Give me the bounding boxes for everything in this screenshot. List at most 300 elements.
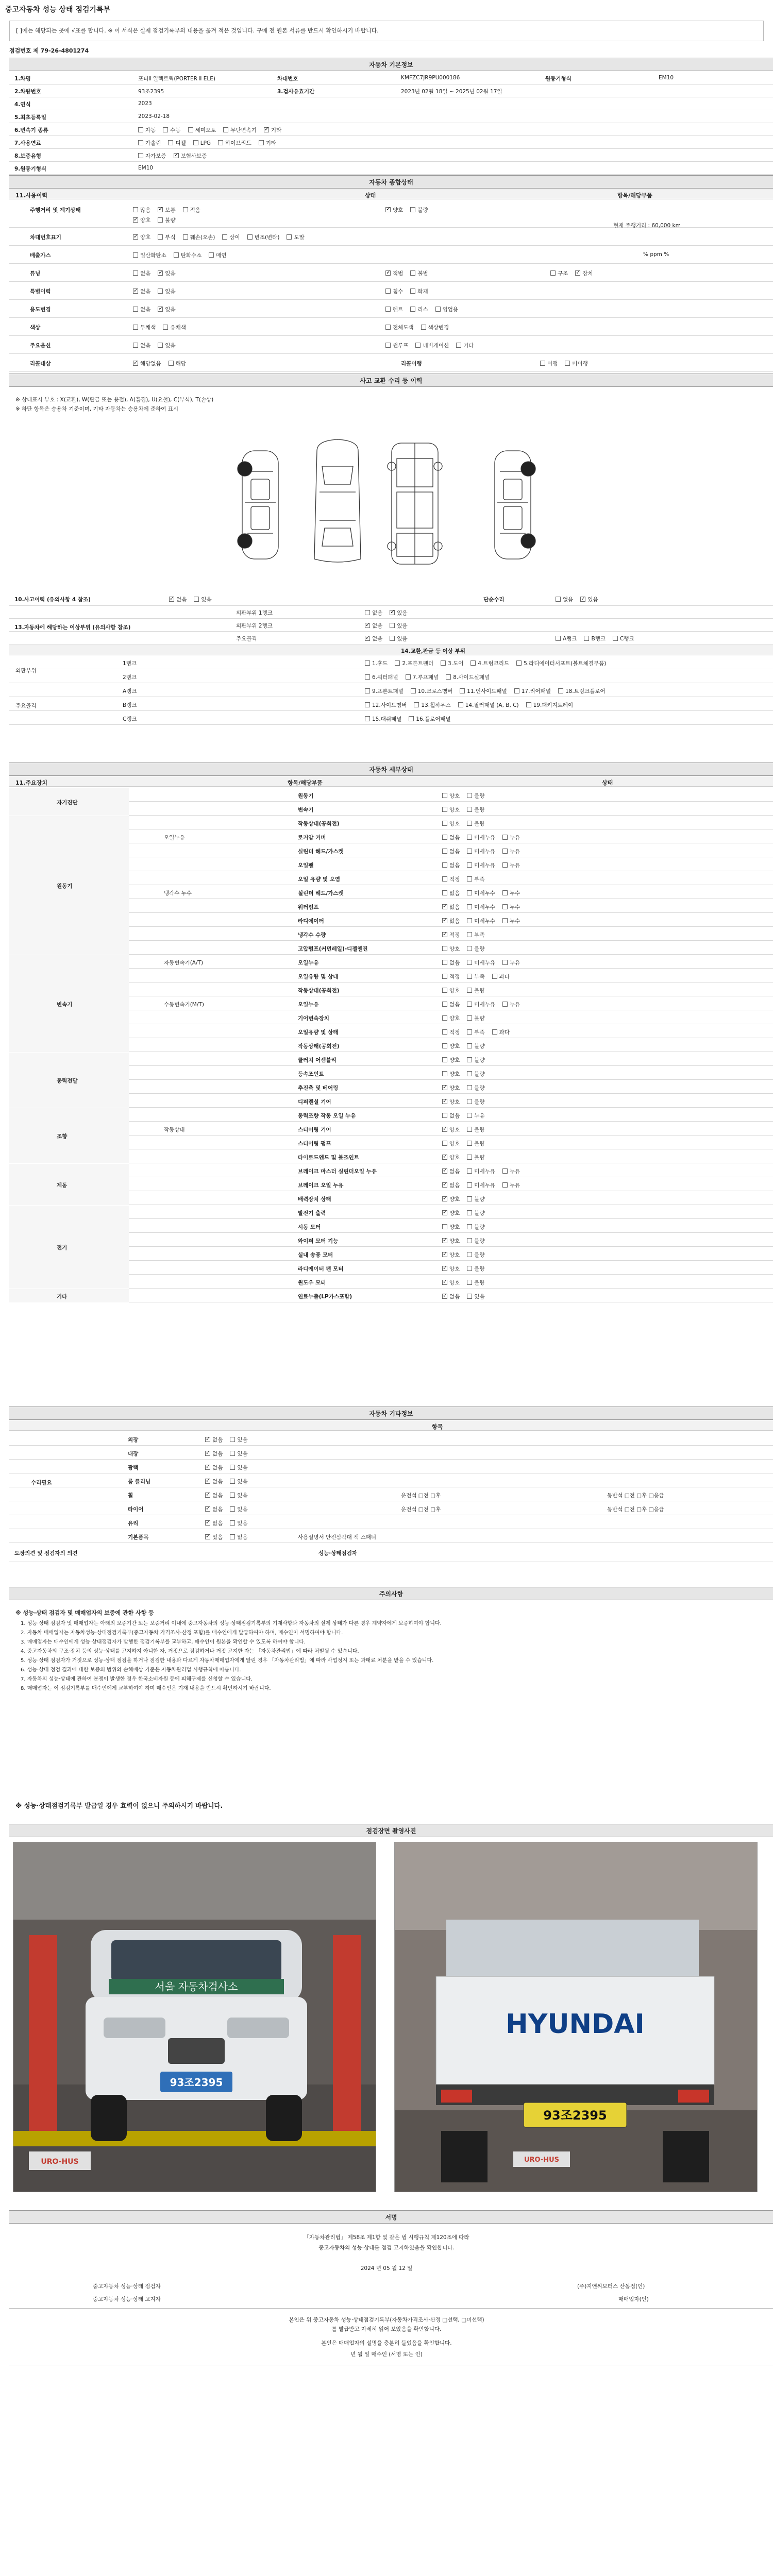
detail-opts-option[interactable] [442,1098,460,1106]
part-option[interactable] [395,659,433,667]
detail-opts-option[interactable] [467,1070,484,1078]
detail-opts-option[interactable] [442,792,460,800]
checkbox[interactable] [205,1437,210,1442]
part-option[interactable] [409,715,450,723]
checkbox[interactable] [442,1210,447,1215]
detail-opts-option[interactable] [467,1042,484,1050]
general-opts-option[interactable] [183,206,200,214]
checkbox[interactable] [230,1465,235,1470]
detail-opts-option[interactable] [467,945,484,953]
part-option[interactable] [458,701,519,709]
checkbox[interactable] [385,270,391,276]
checkbox[interactable] [158,343,163,348]
basic-options-option[interactable] [188,126,216,134]
checkbox[interactable] [467,1015,472,1021]
checkbox[interactable] [410,307,415,312]
detail-opts-option[interactable] [442,1237,460,1245]
part-option[interactable] [414,701,450,709]
detail-opts-option[interactable] [442,1014,460,1022]
detail-opts-option[interactable] [442,1265,460,1273]
checkbox[interactable] [390,636,395,641]
detail-opts-option[interactable] [442,834,460,841]
basic-options-option[interactable] [163,126,180,134]
checkbox[interactable] [169,597,174,602]
checkbox[interactable] [467,1127,472,1132]
checkbox[interactable] [442,1057,447,1062]
checkbox[interactable] [514,688,519,693]
general-opts2-option[interactable] [410,269,428,277]
checkbox[interactable] [502,918,508,923]
checkbox[interactable] [446,674,451,680]
checkbox[interactable] [540,361,545,366]
detail-opts-option[interactable] [467,820,484,827]
detail-opts-option[interactable] [467,987,484,994]
detail-opts-option[interactable] [467,792,484,800]
general-opts-option[interactable] [133,324,156,331]
recall-opts-option[interactable] [565,360,587,367]
checkbox[interactable] [442,793,447,798]
detail-opts-option[interactable] [502,848,520,855]
detail-opts-option[interactable] [442,973,460,980]
extra-opts-option[interactable] [205,1533,223,1541]
extra-opts-option[interactable] [205,1450,223,1458]
part-option[interactable] [365,659,388,667]
detail-opts-option[interactable] [467,959,495,967]
detail-opts-option[interactable] [442,1112,460,1120]
checkbox[interactable] [467,1196,472,1201]
checkbox[interactable] [442,835,447,840]
general-opts-option[interactable] [158,206,175,214]
checkbox[interactable] [442,1085,447,1090]
checkbox[interactable] [158,217,163,223]
general-opts-option[interactable] [169,360,186,367]
detail-opts-option[interactable] [442,1293,460,1300]
rank-opts2-option[interactable] [556,635,577,642]
checkbox[interactable] [442,1182,447,1188]
checkbox[interactable] [442,1238,447,1243]
checkbox[interactable] [442,1168,447,1174]
rank-opts2-option[interactable] [584,635,606,642]
checkbox[interactable] [467,1141,472,1146]
detail-opts-option[interactable] [442,1251,460,1259]
checkbox[interactable] [467,960,472,965]
detail-opts-option[interactable] [467,1056,484,1064]
checkbox[interactable] [385,307,391,312]
detail-opts-option[interactable] [442,903,460,911]
simple-repair-opts-option[interactable] [580,596,598,603]
checkbox[interactable] [421,325,426,330]
rank-opts-option[interactable] [390,609,407,617]
checkbox[interactable] [502,1182,508,1188]
detail-opts-option[interactable] [442,1167,460,1175]
detail-opts-option[interactable] [467,861,495,869]
detail-opts-option[interactable] [442,1181,460,1189]
checkbox[interactable] [467,1182,472,1188]
checkbox[interactable] [365,674,370,680]
general-opts-option[interactable] [133,206,150,214]
checkbox[interactable] [158,207,163,212]
part-option[interactable] [526,701,574,709]
checkbox[interactable] [158,234,163,240]
checkbox[interactable] [390,623,395,628]
gauge-opts-option[interactable] [158,216,175,224]
checkbox[interactable] [205,1465,210,1470]
general-opts-option[interactable] [287,233,304,241]
accident-opts-option[interactable] [194,596,211,603]
checkbox[interactable] [174,252,179,258]
checkbox[interactable] [467,1113,472,1118]
checkbox[interactable] [205,1479,210,1484]
checkbox[interactable] [264,127,269,132]
checkbox[interactable] [365,688,370,693]
checkbox[interactable] [584,636,589,641]
checkbox[interactable] [502,890,508,895]
detail-opts-option[interactable] [442,1070,460,1078]
checkbox[interactable] [410,207,415,212]
detail-opts-option[interactable] [467,1237,484,1245]
detail-opts-option[interactable] [467,1084,484,1092]
part-option[interactable] [516,659,606,667]
checkbox[interactable] [467,1085,472,1090]
extra-opts-option[interactable] [205,1436,223,1444]
checkbox[interactable] [442,876,447,882]
checkbox[interactable] [442,974,447,979]
checkbox[interactable] [460,688,465,693]
checkbox[interactable] [133,207,138,212]
extra-opts-option[interactable] [205,1478,223,1485]
checkbox[interactable] [169,361,174,366]
rank-opts2-option[interactable] [613,635,634,642]
checkbox[interactable] [442,932,447,937]
checkbox[interactable] [133,307,138,312]
checkbox[interactable] [205,1534,210,1539]
detail-opts-option[interactable] [467,889,495,897]
detail-opts-option[interactable] [442,1223,460,1231]
checkbox[interactable] [230,1451,235,1456]
part-option[interactable] [365,715,401,723]
rank-opts-option[interactable] [365,609,382,617]
general-opts-option[interactable] [133,306,150,313]
detail-opts-option[interactable] [467,917,495,925]
extra-opts-option[interactable] [230,1519,247,1527]
checkbox[interactable] [133,289,138,294]
detail-opts-option[interactable] [467,1028,484,1036]
basic-options-option[interactable] [218,139,251,147]
checkbox[interactable] [442,946,447,951]
extra-opts-option[interactable] [205,1492,223,1499]
checkbox[interactable] [193,140,198,145]
checkbox[interactable] [442,1141,447,1146]
detail-opts-option[interactable] [467,1293,484,1300]
part-option[interactable] [558,687,606,695]
detail-opts-option[interactable] [467,1098,484,1106]
general-opts2-option[interactable] [410,206,428,214]
detail-opts-option[interactable] [442,1195,460,1203]
detail-opts-option[interactable] [442,875,460,883]
checkbox[interactable] [409,716,414,721]
general-opts-option[interactable] [133,360,161,367]
checkbox[interactable] [230,1520,235,1526]
general-opts-option[interactable] [133,342,150,349]
detail-opts-option[interactable] [442,1028,460,1036]
checkbox[interactable] [133,234,138,240]
checkbox[interactable] [442,1113,447,1118]
extra-opts-option[interactable] [230,1505,247,1513]
checkbox[interactable] [467,1057,472,1062]
detail-opts-option[interactable] [467,848,495,855]
checkbox[interactable] [188,127,193,132]
checkbox[interactable] [138,140,143,145]
checkbox[interactable] [365,660,370,666]
checkbox[interactable] [287,234,292,240]
rank-opts-option[interactable] [365,622,382,630]
extra-opts-option[interactable] [205,1519,223,1527]
general-opts2-option[interactable] [385,206,403,214]
checkbox[interactable] [467,1099,472,1104]
checkbox[interactable] [556,597,561,602]
checkbox[interactable] [442,1294,447,1299]
checkbox[interactable] [365,702,370,707]
checkbox[interactable] [613,636,618,641]
checkbox[interactable] [163,325,168,330]
general-opts-option[interactable] [247,233,280,241]
checkbox[interactable] [442,1029,447,1035]
checkbox[interactable] [442,1002,447,1007]
general-opts-option[interactable] [158,233,175,241]
part-option[interactable] [406,673,439,681]
checkbox[interactable] [415,343,421,348]
checkbox[interactable] [467,807,472,812]
general-opts2-option[interactable] [415,342,449,349]
detail-opts-option[interactable] [467,1126,484,1133]
checkbox[interactable] [575,270,580,276]
detail-opts-option[interactable] [502,1181,520,1189]
checkbox[interactable] [467,918,472,923]
detail-opts-option[interactable] [467,1279,484,1286]
rank-opts-option[interactable] [390,622,407,630]
checkbox[interactable] [133,343,138,348]
general-opts-option[interactable] [209,251,226,259]
checkbox[interactable] [163,127,168,132]
general-opts-option[interactable] [222,233,240,241]
extra-opts-option[interactable] [205,1505,223,1513]
general-opts-option[interactable] [158,342,175,349]
detail-opts-option[interactable] [467,1140,484,1147]
checkbox[interactable] [467,876,472,882]
checkbox[interactable] [467,1210,472,1215]
detail-opts-option[interactable] [467,931,484,939]
detail-opts-option[interactable] [442,931,460,939]
detail-opts-option[interactable] [467,973,484,980]
detail-opts-option[interactable] [467,1154,484,1161]
detail-opts-option[interactable] [467,1181,495,1189]
checkbox[interactable] [385,207,391,212]
checkbox[interactable] [467,932,472,937]
detail-opts-option[interactable] [467,1251,484,1259]
general-opts-option[interactable] [133,251,166,259]
checkbox[interactable] [442,849,447,854]
checkbox[interactable] [385,325,391,330]
general-opts-option[interactable] [174,251,202,259]
basic-options-option[interactable] [168,139,186,147]
checkbox[interactable] [442,960,447,965]
checkbox[interactable] [223,127,228,132]
detail-opts-option[interactable] [502,917,520,925]
checkbox[interactable] [158,289,163,294]
checkbox[interactable] [133,252,138,258]
checkbox[interactable] [502,1002,508,1007]
basic-options-option[interactable] [138,126,156,134]
checkbox[interactable] [390,610,395,615]
checkbox[interactable] [467,946,472,951]
basic-options-option[interactable] [193,140,211,146]
checkbox[interactable] [442,1266,447,1271]
checkbox[interactable] [222,234,227,240]
general-opts2-option[interactable] [385,324,414,331]
checkbox[interactable] [442,1280,447,1285]
checkbox[interactable] [492,974,497,979]
checkbox[interactable] [580,597,585,602]
checkbox[interactable] [442,1155,447,1160]
part-option[interactable] [460,687,507,695]
checkbox[interactable] [183,234,188,240]
checkbox[interactable] [467,849,472,854]
general-opts2-option[interactable] [421,324,449,331]
extra-opts-option[interactable] [230,1464,247,1471]
checkbox[interactable] [442,1252,447,1257]
detail-opts-option[interactable] [442,1084,460,1092]
checkbox[interactable] [133,361,138,366]
checkbox[interactable] [365,610,370,615]
checkbox[interactable] [442,1015,447,1021]
basic-options-option[interactable] [174,152,207,160]
general-opts-option[interactable] [158,306,175,313]
basic-options-option[interactable] [259,139,276,147]
extra-opts-option[interactable] [230,1492,247,1499]
checkbox[interactable] [467,1280,472,1285]
extra-opts-option[interactable] [230,1436,247,1444]
detail-opts-option[interactable] [442,861,460,869]
detail-opts-option[interactable] [442,1001,460,1008]
checkbox[interactable] [365,636,370,641]
checkbox[interactable] [230,1534,235,1539]
checkbox[interactable] [410,270,415,276]
checkbox[interactable] [205,1520,210,1526]
checkbox[interactable] [168,140,173,145]
checkbox[interactable] [133,270,138,276]
general-opts2-option[interactable] [385,269,403,277]
general-opts-option[interactable] [158,269,175,277]
checkbox[interactable] [467,1294,472,1299]
checkbox[interactable] [138,127,143,132]
checkbox[interactable] [385,343,391,348]
extra-opts-option[interactable] [230,1533,247,1541]
checkbox[interactable] [467,1238,472,1243]
checkbox[interactable] [365,716,370,721]
checkbox[interactable] [467,793,472,798]
detail-opts-option[interactable] [492,1028,510,1036]
checkbox[interactable] [230,1437,235,1442]
detail-opts-option[interactable] [467,1001,495,1008]
checkbox[interactable] [209,252,214,258]
general-opts2-option[interactable] [385,306,403,313]
general-opts2-option[interactable] [410,306,428,313]
general-opts3-option[interactable] [575,269,593,277]
checkbox[interactable] [133,325,138,330]
checkbox[interactable] [467,1252,472,1257]
checkbox[interactable] [442,862,447,868]
checkbox[interactable] [502,849,508,854]
checkbox[interactable] [385,289,391,294]
checkbox[interactable] [467,1155,472,1160]
checkbox[interactable] [441,660,446,666]
general-opts-option[interactable] [183,233,215,241]
checkbox[interactable] [205,1506,210,1512]
general-opts-option[interactable] [163,324,186,331]
detail-opts-option[interactable] [442,945,460,953]
detail-opts-option[interactable] [467,1209,484,1217]
detail-opts-option[interactable] [467,1265,484,1273]
extra-opts-option[interactable] [230,1450,247,1458]
accident-opts-option[interactable] [169,596,187,603]
checkbox[interactable] [259,140,264,145]
checkbox[interactable] [435,307,441,312]
checkbox[interactable] [467,835,472,840]
checkbox[interactable] [158,307,163,312]
checkbox[interactable] [467,821,472,826]
checkbox[interactable] [442,821,447,826]
checkbox[interactable] [492,1029,497,1035]
checkbox[interactable] [365,623,370,628]
detail-opts-option[interactable] [442,1140,460,1147]
checkbox[interactable] [556,636,561,641]
checkbox[interactable] [502,835,508,840]
checkbox[interactable] [470,660,476,666]
checkbox[interactable] [502,862,508,868]
part-option[interactable] [470,659,509,667]
checkbox[interactable] [467,1224,472,1229]
checkbox[interactable] [467,1071,472,1076]
detail-opts-option[interactable] [502,834,520,841]
checkbox[interactable] [456,343,461,348]
detail-opts-option[interactable] [442,806,460,814]
part-option[interactable] [365,701,407,709]
checkbox[interactable] [502,904,508,909]
checkbox[interactable] [502,1168,508,1174]
detail-opts-option[interactable] [467,806,484,814]
detail-opts-option[interactable] [442,987,460,994]
checkbox[interactable] [467,1029,472,1035]
checkbox[interactable] [442,890,447,895]
checkbox[interactable] [467,890,472,895]
detail-opts-option[interactable] [502,889,520,897]
detail-opts-option[interactable] [467,1112,484,1120]
checkbox[interactable] [467,1043,472,1048]
checkbox[interactable] [205,1493,210,1498]
detail-opts-option[interactable] [502,959,520,967]
checkbox[interactable] [467,988,472,993]
detail-opts-option[interactable] [467,1195,484,1203]
detail-opts-option[interactable] [502,1001,520,1008]
checkbox[interactable] [138,153,143,158]
checkbox[interactable] [442,918,447,923]
checkbox[interactable] [467,862,472,868]
checkbox[interactable] [230,1493,235,1498]
checkbox[interactable] [442,988,447,993]
recall-opts-option[interactable] [540,360,558,367]
general-opts3-option[interactable] [550,269,568,277]
detail-opts-option[interactable] [442,1279,460,1286]
